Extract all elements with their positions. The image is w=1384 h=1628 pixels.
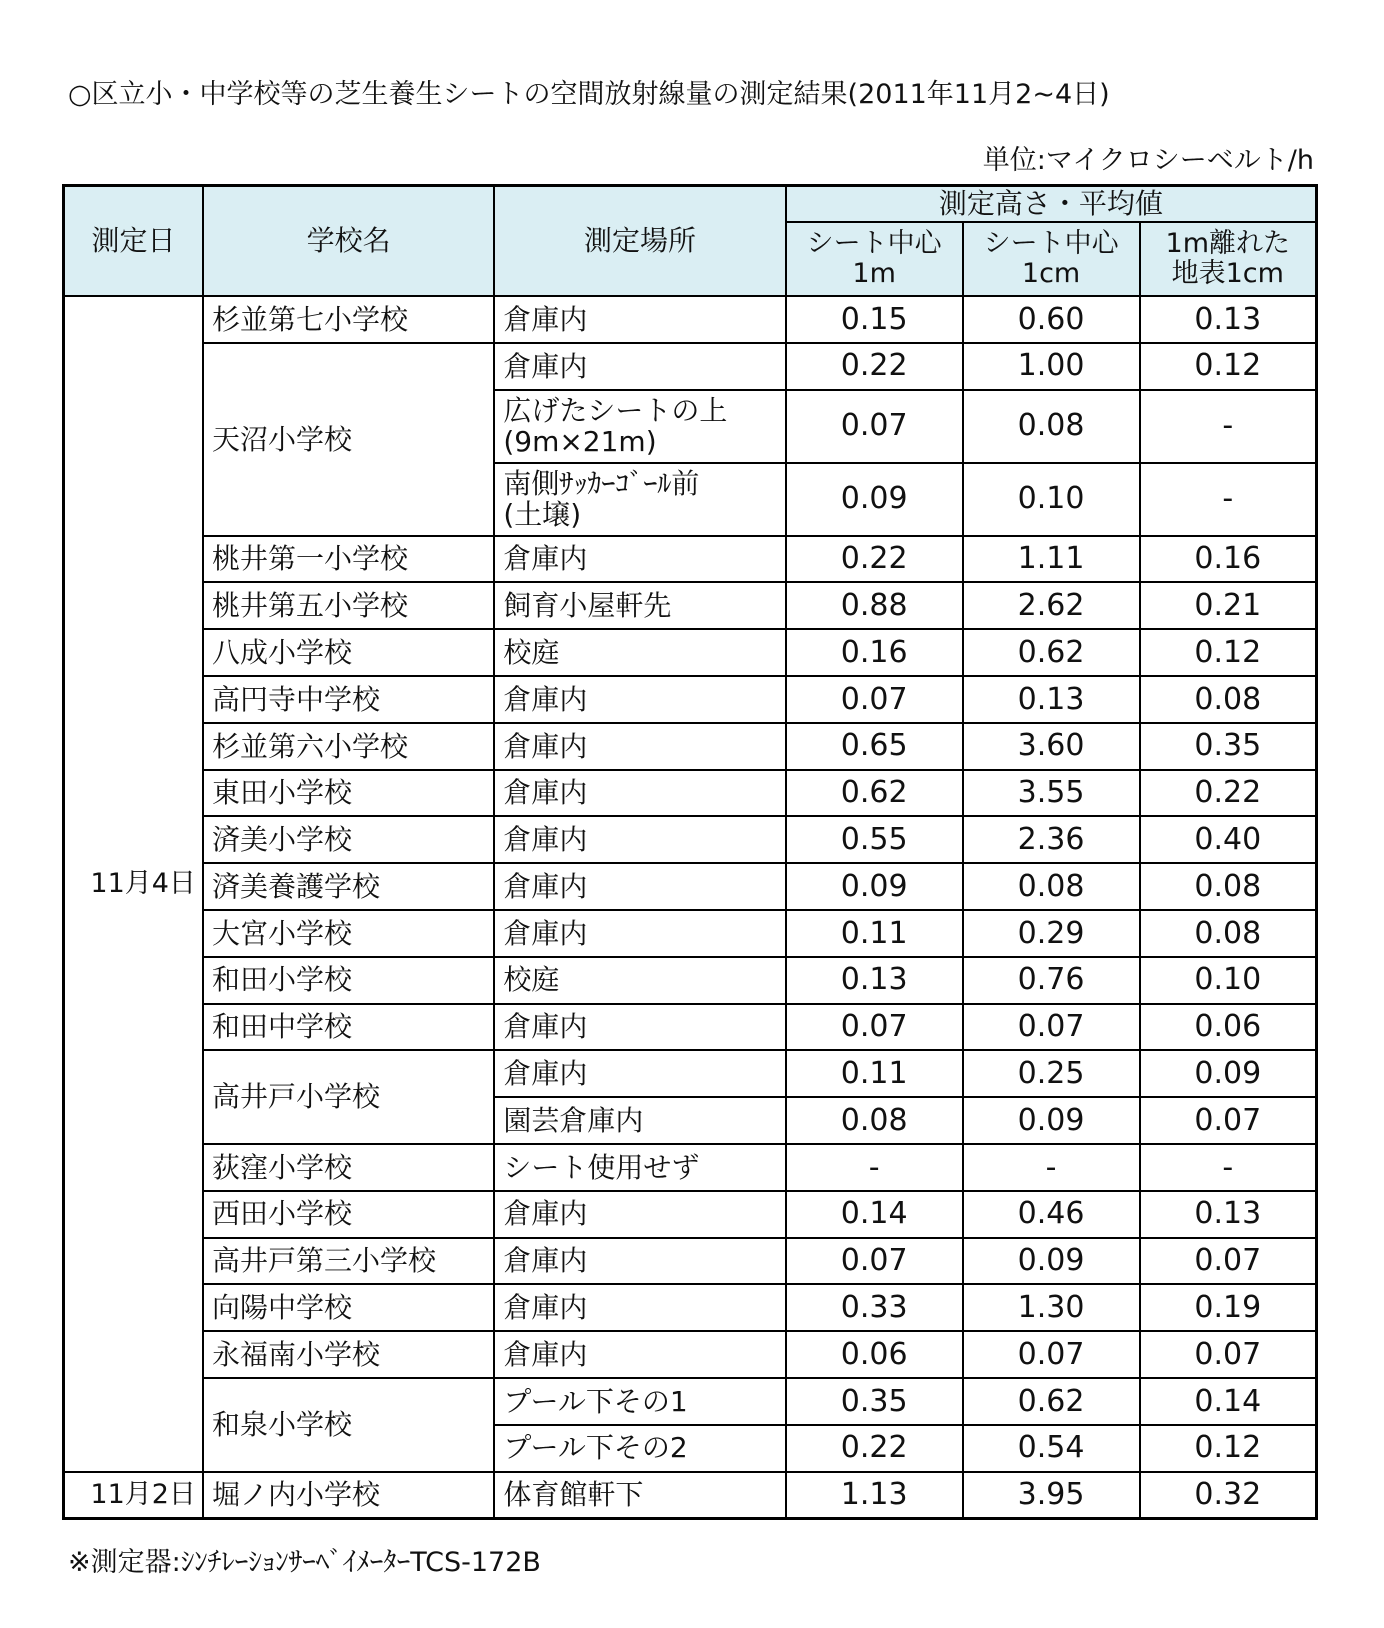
value-cell: 0.22 [786, 1425, 963, 1472]
value-cell: 0.13 [1140, 296, 1317, 343]
value-cell: 0.07 [1140, 1331, 1317, 1378]
value-cell: 1.00 [963, 343, 1140, 390]
value-cell: 0.13 [786, 957, 963, 1004]
table-row [64, 536, 1317, 583]
school-cell: 大宮小学校 [203, 910, 494, 957]
table-row [64, 1004, 1317, 1051]
place-cell: 倉庫内 [494, 1284, 785, 1331]
school-cell: 荻窪小学校 [203, 1144, 494, 1191]
school-cell: 桃井第一小学校 [203, 536, 494, 583]
table-row [64, 910, 1317, 957]
table-row [64, 1331, 1317, 1378]
value-cell: 0.33 [786, 1284, 963, 1331]
value-cell: 0.12 [1140, 629, 1317, 676]
value-cell: 0.19 [1140, 1284, 1317, 1331]
value-cell: 0.07 [786, 1004, 963, 1051]
header-col1: シート中心 1m [786, 222, 963, 296]
value-cell: 0.12 [1140, 343, 1317, 390]
value-cell: 0.10 [1140, 957, 1317, 1004]
school-cell: 杉並第七小学校 [203, 296, 494, 343]
value-cell: 0.29 [963, 910, 1140, 957]
place-cell: 倉庫内 [494, 536, 785, 583]
value-cell: 0.15 [786, 296, 963, 343]
value-cell: 0.10 [963, 463, 1140, 536]
value-cell: 0.08 [963, 390, 1140, 463]
place-cell: 園芸倉庫内 [494, 1097, 785, 1144]
value-cell: 0.25 [963, 1050, 1140, 1097]
school-cell: 桃井第五小学校 [203, 582, 494, 629]
value-cell: 2.36 [963, 816, 1140, 863]
value-cell: 0.32 [1140, 1472, 1317, 1519]
value-cell: 0.07 [1140, 1097, 1317, 1144]
place-cell: 倉庫内 [494, 296, 785, 343]
place-cell: プール下その2 [494, 1425, 785, 1472]
date-cell: 11月2日 [64, 1472, 203, 1519]
value-cell: 0.09 [963, 1097, 1140, 1144]
value-cell: 0.07 [786, 1238, 963, 1285]
school-cell: 和田中学校 [203, 1004, 494, 1051]
place-cell: シート使用せず [494, 1144, 785, 1191]
table-row [64, 957, 1317, 1004]
value-cell: 0.11 [786, 1050, 963, 1097]
header-school: 学校名 [203, 186, 494, 297]
table-body [64, 296, 1317, 1518]
value-cell: 0.62 [786, 770, 963, 817]
value-cell: 1.30 [963, 1284, 1140, 1331]
date-cell: 11月4日 [64, 296, 203, 1472]
place-cell: 倉庫内 [494, 1191, 785, 1238]
place-cell: 倉庫内 [494, 1004, 785, 1051]
document-title: ○区立小・中学校等の芝生養生シートの空間放射線量の測定結果(2011年11月2~4日) [68, 79, 1110, 110]
measurement-table [62, 184, 1318, 1520]
table-row [64, 1238, 1317, 1285]
header-col3: 1m離れた 地表1cm [1140, 222, 1317, 296]
school-cell: 高井戸小学校 [203, 1050, 494, 1144]
table-row [64, 1284, 1317, 1331]
value-cell: 0.14 [786, 1191, 963, 1238]
school-cell: 西田小学校 [203, 1191, 494, 1238]
value-cell: 0.09 [786, 463, 963, 536]
value-cell: 0.40 [1140, 816, 1317, 863]
value-cell: 0.07 [1140, 1238, 1317, 1285]
place-cell: 倉庫内 [494, 1050, 785, 1097]
table-row [64, 1144, 1317, 1191]
value-cell: 0.16 [1140, 536, 1317, 583]
value-cell: 0.60 [963, 296, 1140, 343]
value-cell: 0.07 [786, 676, 963, 723]
table-row [64, 1378, 1317, 1425]
school-cell: 八成小学校 [203, 629, 494, 676]
school-cell: 杉並第六小学校 [203, 723, 494, 770]
place-cell: 飼育小屋軒先 [494, 582, 785, 629]
table-row [64, 343, 1317, 390]
value-cell: 0.22 [786, 343, 963, 390]
header-place: 測定場所 [494, 186, 785, 297]
value-cell: 0.88 [786, 582, 963, 629]
value-cell: 0.07 [963, 1004, 1140, 1051]
value-cell: 0.11 [786, 910, 963, 957]
value-cell: 3.55 [963, 770, 1140, 817]
value-cell: 0.54 [963, 1425, 1140, 1472]
instrument-note: ※測定器:ｼﾝﾁﾚｰｼｮﾝｻｰﾍﾞｲﾒｰﾀｰTCS-172B [68, 1547, 541, 1578]
value-cell: 0.62 [963, 629, 1140, 676]
place-cell: 校庭 [494, 629, 785, 676]
place-cell: 倉庫内 [494, 910, 785, 957]
value-cell: 3.95 [963, 1472, 1140, 1519]
table-row [64, 723, 1317, 770]
value-cell: 0.76 [963, 957, 1140, 1004]
value-cell: 3.60 [963, 723, 1140, 770]
value-cell: 0.21 [1140, 582, 1317, 629]
header-col2: シート中心 1cm [963, 222, 1140, 296]
table-row [64, 1050, 1317, 1097]
place-cell: 倉庫内 [494, 1238, 785, 1285]
value-cell: - [963, 1144, 1140, 1191]
school-cell: 東田小学校 [203, 770, 494, 817]
value-cell: 0.35 [786, 1378, 963, 1425]
place-cell: 広げたシートの上 (9m×21m) [494, 390, 785, 463]
value-cell: 0.35 [1140, 723, 1317, 770]
value-cell: 0.09 [963, 1238, 1140, 1285]
value-cell: 0.07 [963, 1331, 1140, 1378]
table-row [64, 770, 1317, 817]
value-cell: 0.08 [1140, 910, 1317, 957]
value-cell: - [1140, 390, 1317, 463]
value-cell: 0.12 [1140, 1425, 1317, 1472]
place-cell: 倉庫内 [494, 676, 785, 723]
value-cell: 0.09 [1140, 1050, 1317, 1097]
value-cell: 0.14 [1140, 1378, 1317, 1425]
school-cell: 和泉小学校 [203, 1378, 494, 1472]
value-cell: 0.22 [1140, 770, 1317, 817]
value-cell: 0.08 [786, 1097, 963, 1144]
value-cell: 1.13 [786, 1472, 963, 1519]
table-row [64, 582, 1317, 629]
place-cell: 倉庫内 [494, 343, 785, 390]
table-row [64, 1472, 1317, 1519]
value-cell: - [1140, 1144, 1317, 1191]
place-cell: プール下その1 [494, 1378, 785, 1425]
header-date: 測定日 [64, 186, 203, 297]
place-cell: 倉庫内 [494, 863, 785, 910]
table-row [64, 629, 1317, 676]
school-cell: 済美小学校 [203, 816, 494, 863]
value-cell: 0.22 [786, 536, 963, 583]
school-cell: 高円寺中学校 [203, 676, 494, 723]
table-row [64, 816, 1317, 863]
value-cell: 0.06 [1140, 1004, 1317, 1051]
table-row [64, 863, 1317, 910]
table-row [64, 1191, 1317, 1238]
value-cell: 2.62 [963, 582, 1140, 629]
value-cell: 1.11 [963, 536, 1140, 583]
table-header [64, 186, 1317, 297]
place-cell: 体育館軒下 [494, 1472, 785, 1519]
value-cell: 0.46 [963, 1191, 1140, 1238]
value-cell: 0.08 [963, 863, 1140, 910]
place-cell: 倉庫内 [494, 723, 785, 770]
place-cell: 南側ｻｯｶｰｺﾞｰﾙ前 (土壌) [494, 463, 785, 536]
place-cell: 倉庫内 [494, 770, 785, 817]
unit-label: 単位:マイクロシーベルト/h [982, 145, 1314, 176]
value-cell: 0.55 [786, 816, 963, 863]
value-cell: - [786, 1144, 963, 1191]
place-cell: 倉庫内 [494, 816, 785, 863]
value-cell: 0.07 [786, 390, 963, 463]
school-cell: 済美養護学校 [203, 863, 494, 910]
place-cell: 倉庫内 [494, 1331, 785, 1378]
school-cell: 永福南小学校 [203, 1331, 494, 1378]
value-cell: - [1140, 463, 1317, 536]
table-row [64, 676, 1317, 723]
value-cell: 0.13 [963, 676, 1140, 723]
value-cell: 0.06 [786, 1331, 963, 1378]
school-cell: 天沼小学校 [203, 343, 494, 536]
school-cell: 向陽中学校 [203, 1284, 494, 1331]
value-cell: 0.16 [786, 629, 963, 676]
value-cell: 0.13 [1140, 1191, 1317, 1238]
value-cell: 0.62 [963, 1378, 1140, 1425]
value-cell: 0.09 [786, 863, 963, 910]
school-cell: 和田小学校 [203, 957, 494, 1004]
value-cell: 0.65 [786, 723, 963, 770]
place-cell: 校庭 [494, 957, 785, 1004]
value-cell: 0.08 [1140, 676, 1317, 723]
school-cell: 高井戸第三小学校 [203, 1238, 494, 1285]
school-cell: 堀ノ内小学校 [203, 1472, 494, 1519]
header-group: 測定高さ・平均値 [786, 186, 1317, 223]
table-row [64, 296, 1317, 343]
value-cell: 0.08 [1140, 863, 1317, 910]
